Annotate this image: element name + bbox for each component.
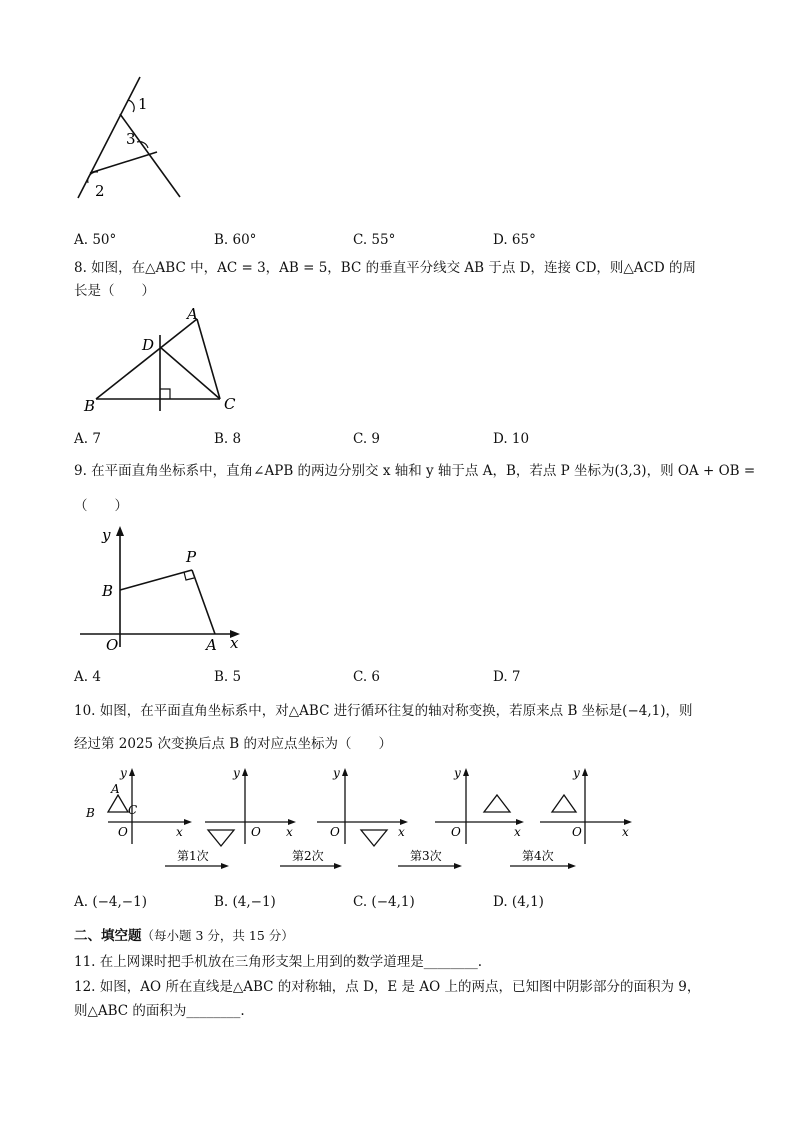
q10-label-o3: O: [451, 825, 461, 839]
q10-label-b: B: [86, 806, 95, 820]
q10-label-a: A: [111, 782, 120, 796]
q12-question-line1: 12. 如图，AO 所在直线是△ABC 的对称轴，点 D，E 是 AO 上的两点，已知图中阴影部分的面积为 9，: [74, 979, 701, 995]
q10-label-y4: y: [573, 766, 580, 780]
q8-option-c[interactable]: C. 9: [353, 431, 381, 447]
q10-label-y3: y: [454, 766, 461, 780]
q10-option-b[interactable]: B. (4,−1): [214, 894, 276, 910]
q9-label-o: O: [106, 636, 119, 654]
q10-panel-4: [540, 766, 632, 844]
q8-question-line2: 长是（ ）: [74, 283, 155, 299]
q11-question: 11. 在上网课时把手机放在三角形支架上用到的数学道理是________.: [74, 954, 483, 970]
q12-question-line2: 则△ABC 的面积为________.: [74, 1003, 245, 1019]
q10-label-y0: y: [120, 766, 127, 780]
q10-label-o4: O: [572, 825, 582, 839]
q8-label-d: D: [142, 336, 155, 354]
q9-label-a: A: [206, 636, 217, 654]
q10-panel-1: [205, 766, 296, 846]
q10-label-x1: x: [286, 825, 293, 839]
q10-option-a[interactable]: A. (−4,−1): [74, 894, 147, 910]
q7-label-2: 2: [95, 182, 105, 200]
q8-option-a[interactable]: A. 7: [74, 431, 101, 447]
q10-label-c: C: [128, 803, 138, 817]
section-2-note: （每小题 3 分，共 15 分）: [141, 928, 294, 943]
q10-step-4: 第4次: [522, 849, 554, 863]
q10-option-c[interactable]: C. (−4,1): [353, 894, 415, 910]
q8-label-a: A: [187, 305, 198, 323]
q9-label-y: y: [102, 526, 111, 544]
section-2-title: 二、填空题: [74, 928, 142, 944]
q10-panel-0: [85, 766, 192, 844]
q9-option-c[interactable]: C. 6: [353, 669, 381, 685]
q7-option-b[interactable]: B. 60°: [214, 232, 257, 248]
q8-option-d[interactable]: D. 10: [493, 431, 530, 447]
q7-label-1: 1: [138, 95, 148, 113]
q10-label-x4: x: [622, 825, 629, 839]
q9-option-a[interactable]: A. 4: [74, 669, 101, 685]
q7-option-a[interactable]: A. 50°: [74, 232, 117, 248]
q7-option-d[interactable]: D. 65°: [493, 232, 536, 248]
q8-figure: [80, 305, 250, 417]
q10-option-d[interactable]: D. (4,1): [493, 894, 544, 910]
q10-step-3: 第3次: [410, 849, 442, 863]
q10-panel-2: [317, 766, 408, 846]
q10-label-y1: y: [233, 766, 240, 780]
section-2-heading: [74, 926, 294, 946]
q10-label-x3: x: [514, 825, 521, 839]
q10-figure: [80, 762, 640, 877]
q10-label-x0: x: [176, 825, 183, 839]
q8-label-b: B: [84, 397, 96, 415]
q10-step-arrows: [165, 848, 576, 869]
q9-option-b[interactable]: B. 5: [214, 669, 242, 685]
q9-question-line2: （ ）: [74, 498, 128, 514]
q7-label-3: 3: [126, 130, 136, 148]
q10-label-o2: O: [330, 825, 340, 839]
q8-option-b[interactable]: B. 8: [214, 431, 242, 447]
q8-question-line1: 8. 如图，在△ABC 中，AC = 3，AB = 5，BC 的垂直平分线交 AB 于点 D，连接 CD，则△ACD 的周: [74, 260, 696, 276]
q10-panel-3: [435, 766, 524, 844]
q10-label-x2: x: [398, 825, 405, 839]
q10-step-2: 第2次: [292, 849, 324, 863]
q10-question-line1: 10. 如图，在平面直角坐标系中，对△ABC 进行循环往复的轴对称变换，若原来点 B 坐标是(−4,1)，则: [74, 703, 693, 719]
q10-question-line2: 经过第 2025 次变换后点 B 的对应点坐标为（ ）: [74, 736, 392, 752]
q9-label-p: P: [186, 548, 197, 566]
q10-label-o0: O: [118, 825, 128, 839]
q10-label-y2: y: [333, 766, 340, 780]
q9-label-x: x: [230, 634, 239, 652]
q7-option-c[interactable]: C. 55°: [353, 232, 396, 248]
q9-label-b: B: [102, 582, 114, 600]
q7-figure: [70, 72, 200, 222]
q9-figure: [80, 522, 250, 657]
q9-question-line1: 9. 在平面直角坐标系中，直角∠APB 的两边分别交 x 轴和 y 轴于点 A，B，若点 P 坐标为(3,3)，则 OA + OB =: [74, 463, 756, 479]
q8-label-c: C: [224, 395, 236, 413]
q10-label-o1: O: [251, 825, 261, 839]
q9-option-d[interactable]: D. 7: [493, 669, 521, 685]
q10-step-1: 第1次: [177, 849, 209, 863]
